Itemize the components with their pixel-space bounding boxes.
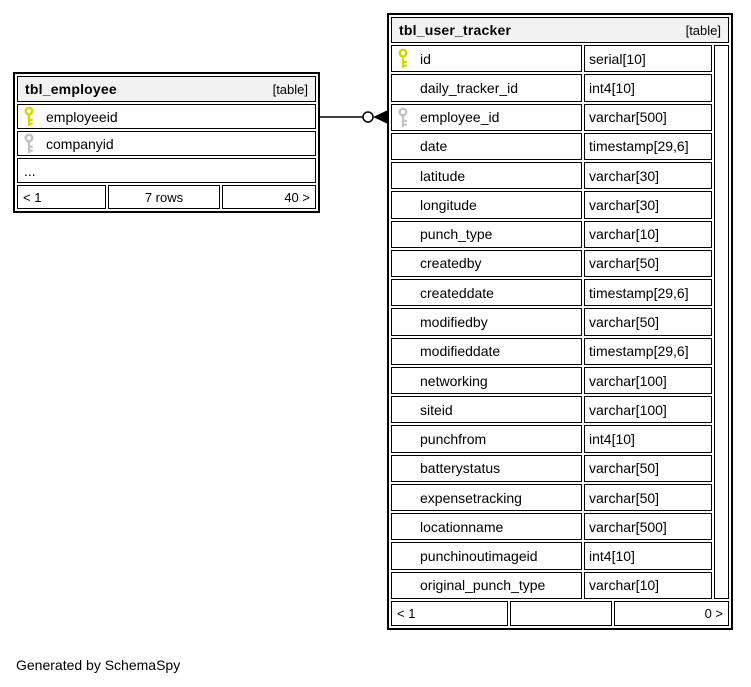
column-type: varchar[50] [584,455,712,482]
connector-arrowhead-icon [373,111,387,124]
footer-row-count: 7 rows [108,185,220,209]
column-type: int4[10] [584,74,712,101]
column-type: varchar[50] [584,308,712,335]
column-name: longitude [420,196,477,213]
primary-key-icon [24,106,34,127]
table-tbl-employee[interactable] [13,72,320,213]
column-row [391,308,582,335]
column-row [391,338,582,365]
column-type: int4[10] [584,425,712,452]
column-row [391,455,582,482]
column-name: id [420,50,431,67]
column-type: timestamp[29,6] [584,133,712,160]
column-name: latitude [420,167,466,184]
foreign-key-icon [398,107,408,128]
column-type: int4[10] [584,542,712,569]
fk-relationship-connector [318,105,389,129]
elided-columns-row [17,158,316,183]
column-row [391,542,582,569]
footer-parents-count: 40 > [222,185,316,209]
column-row [391,221,582,248]
column-name: modifieddate [420,343,501,360]
table-columns-list [17,104,316,183]
column-row [391,513,582,540]
connector-circle [363,112,373,122]
column-type: varchar[50] [584,484,712,511]
table-name[interactable]: tbl_user_tracker [399,22,512,38]
column-name: punchfrom [420,431,487,448]
column-name: punchinoutimageid [420,548,538,565]
column-row [391,367,582,394]
table-footer [17,185,316,209]
primary-key-icon [398,48,408,69]
column-name: createdby [420,255,482,272]
column-name: companyid [46,135,114,152]
column-type: varchar[30] [584,191,712,218]
column-name: employeeid [46,108,118,125]
column-row [17,131,316,156]
table-tbl-user-tracker[interactable] [387,13,733,630]
column-name: batterystatus [420,460,501,477]
column-type: varchar[500] [584,104,712,131]
column-type: varchar[100] [584,396,712,423]
column-row [391,104,582,131]
column-row [391,133,582,160]
column-name: createddate [420,284,494,301]
column-type: serial[10] [584,45,712,72]
footer-parents-count: 0 > [614,601,729,626]
column-row [391,191,582,218]
table-columns-list [391,45,729,599]
table-header[interactable] [391,17,729,43]
column-name: modifiedby [420,313,488,330]
column-name: date [420,138,448,155]
column-name: punch_type [420,226,493,243]
column-row [391,250,582,277]
column-type: varchar[10] [584,221,712,248]
foreign-key-icon [24,133,34,154]
column-type: varchar[30] [584,162,712,189]
table-header[interactable] [17,76,316,102]
column-name: ... [24,162,36,179]
footer-middle-cell [510,601,612,626]
column-name: networking [420,372,488,389]
column-name: original_punch_type [420,577,546,594]
column-name: employee_id [420,109,500,126]
table-type-badge: [table] [685,22,721,38]
column-name: locationname [420,518,504,535]
column-name: expensetracking [420,489,522,506]
column-row [391,425,582,452]
column-row [391,396,582,423]
table-footer [391,601,729,626]
column-row [391,572,582,599]
column-type: varchar[50] [584,250,712,277]
column-type: timestamp[29,6] [584,279,712,306]
column-type: timestamp[29,6] [584,338,712,365]
table-name[interactable]: tbl_employee [25,81,117,97]
column-name: siteid [420,401,453,418]
spacer-column [714,45,729,599]
generated-by-note: Generated by SchemaSpy [16,657,181,673]
column-row [17,104,316,129]
column-type: varchar[10] [584,572,712,599]
column-row [391,74,582,101]
column-type: varchar[500] [584,513,712,540]
column-row [391,162,582,189]
column-type: varchar[100] [584,367,712,394]
footer-children-count: < 1 [17,185,106,209]
column-row [391,45,582,72]
table-type-badge: [table] [272,81,308,97]
column-row [391,484,582,511]
column-row [391,279,582,306]
column-name: daily_tracker_id [420,79,519,96]
footer-children-count: < 1 [391,601,508,626]
